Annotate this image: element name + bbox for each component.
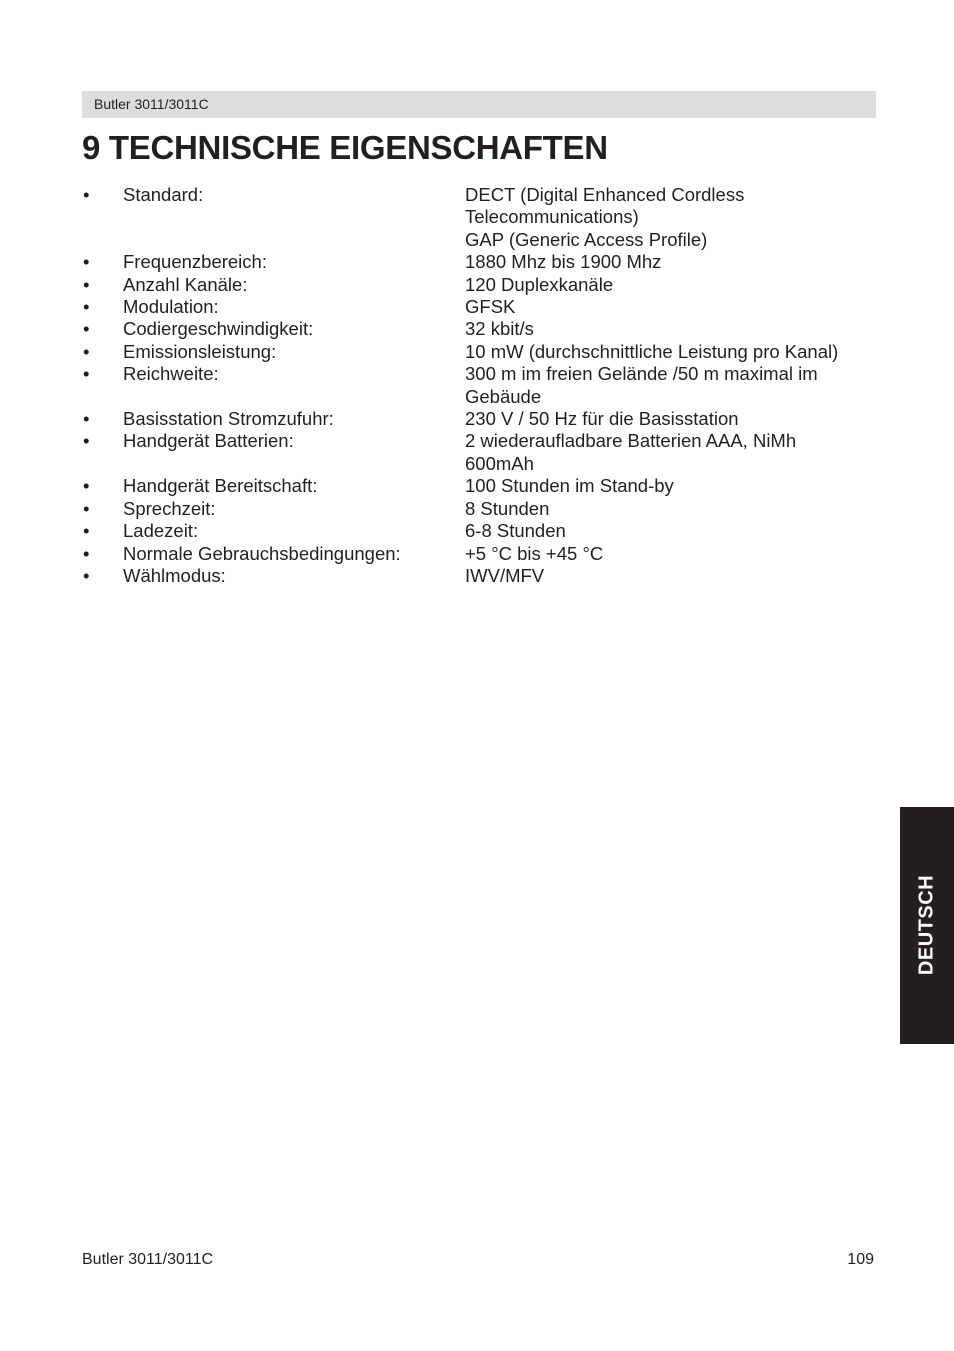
bullet-icon: • <box>83 430 90 452</box>
language-tab-label: DEUTSCH <box>915 874 938 976</box>
spec-label: Wählmodus: <box>123 564 226 586</box>
spec-value-line: 8 Stunden <box>465 497 550 519</box>
spec-value <box>465 363 882 408</box>
bullet-icon: • <box>83 318 90 340</box>
spec-value-line: IWV/MFV <box>465 564 545 586</box>
spec-label: Codiergeschwindigkeit: <box>123 318 314 340</box>
spec-value-line: GFSK <box>465 296 516 318</box>
spec-value <box>465 520 882 542</box>
spec-label: Reichweite: <box>123 363 219 385</box>
spec-value-line: 32 kbit/s <box>465 318 534 340</box>
spec-label: Ladezeit: <box>123 520 199 542</box>
spec-value-line: +5 °C bis +45 °C <box>465 542 604 564</box>
spec-value-line: 2 wiederaufladbare Batterien AAA, NiMh <box>465 430 797 452</box>
spec-label: Handgerät Batterien: <box>123 430 294 452</box>
spec-row <box>82 184 882 251</box>
bullet-icon: • <box>83 184 90 205</box>
spec-label: Frequenzbereich: <box>123 251 267 273</box>
running-header-title: Butler 3011/3011C <box>94 96 209 112</box>
bullet-icon: • <box>83 340 90 362</box>
footer-model: Butler 3011/3011C <box>82 1251 214 1268</box>
bullet-icon: • <box>83 520 90 542</box>
spec-row <box>82 296 882 318</box>
spec-row <box>82 274 882 296</box>
spec-value <box>465 430 882 475</box>
spec-label: Sprechzeit: <box>123 497 216 519</box>
spec-label: Basisstation Stromzufuhr: <box>123 408 334 430</box>
spec-row <box>82 565 882 587</box>
spec-value <box>465 341 882 363</box>
page-title: 9 TECHNISCHE EIGENSCHAFTEN <box>82 129 608 166</box>
bullet-icon: • <box>83 363 90 385</box>
language-side-tab <box>900 807 954 1044</box>
spec-list <box>82 184 882 587</box>
spec-value-line: Telecommunications) <box>465 206 639 228</box>
spec-row <box>82 251 882 273</box>
spec-value <box>465 274 882 296</box>
bullet-icon: • <box>83 497 90 519</box>
spec-row <box>82 318 882 340</box>
spec-value-line: DECT (Digital Enhanced Cordless <box>465 184 745 205</box>
spec-row <box>82 430 882 475</box>
footer-page-number: 109 <box>847 1251 874 1268</box>
spec-value-line: 100 Stunden im Stand-by <box>465 475 674 497</box>
bullet-icon: • <box>83 542 90 564</box>
spec-label: Handgerät Bereitschaft: <box>123 475 318 497</box>
bullet-icon: • <box>83 273 90 295</box>
bullet-icon: • <box>83 475 90 497</box>
spec-value <box>465 184 882 251</box>
spec-value-line: 1880 Mhz bis 1900 Mhz <box>465 251 662 273</box>
spec-row <box>82 363 882 408</box>
spec-row <box>82 475 882 497</box>
spec-value <box>465 565 882 587</box>
spec-value-line: 230 V / 50 Hz für die Basisstation <box>465 408 739 430</box>
spec-value <box>465 408 882 430</box>
spec-row <box>82 408 882 430</box>
spec-row <box>82 498 882 520</box>
spec-value <box>465 296 882 318</box>
bullet-icon: • <box>83 296 90 318</box>
bullet-icon: • <box>83 564 90 586</box>
spec-value-line: Gebäude <box>465 385 542 407</box>
bullet-icon: • <box>83 408 90 430</box>
spec-label: Standard: <box>123 184 204 205</box>
spec-row <box>82 341 882 363</box>
spec-value-line: GAP (Generic Access Profile) <box>465 228 708 250</box>
bullet-icon: • <box>83 251 90 273</box>
spec-value-line: 120 Duplexkanäle <box>465 273 614 295</box>
spec-label: Emissionsleistung: <box>123 340 277 362</box>
spec-value-line: 300 m im freien Gelände /50 m maximal im <box>465 363 818 385</box>
spec-value-line: 6-8 Stunden <box>465 520 566 542</box>
spec-value-line: 600mAh <box>465 452 534 474</box>
spec-value <box>465 475 882 497</box>
spec-value <box>465 251 882 273</box>
spec-row <box>82 543 882 565</box>
spec-label: Anzahl Kanäle: <box>123 273 248 295</box>
spec-label: Modulation: <box>123 296 219 318</box>
spec-value <box>465 318 882 340</box>
spec-row <box>82 520 882 542</box>
spec-label: Normale Gebrauchsbedingungen: <box>123 542 401 564</box>
spec-value-line: 10 mW (durchschnittliche Leistung pro Kanal) <box>465 340 839 362</box>
running-header-bar <box>82 91 876 118</box>
spec-value <box>465 498 882 520</box>
spec-value <box>465 543 882 565</box>
